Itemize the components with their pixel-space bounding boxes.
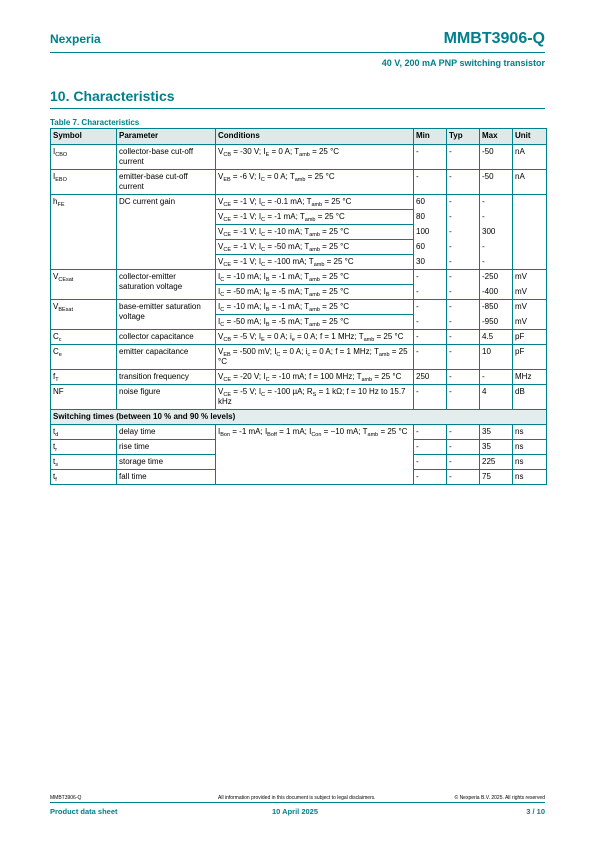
conditions-cell: $V_{CE} = -20$ V; $I_C = -10$ mA; f = 100 MHz; $T_{amb} = 25$ °C xyxy=(216,370,414,385)
table-row xyxy=(51,385,547,410)
table-row xyxy=(51,145,547,170)
parameter-cell: storage time xyxy=(117,455,216,470)
symbol-cell: $I_{CBO}$ xyxy=(51,145,117,170)
unit-cell xyxy=(513,255,547,270)
table-header-row xyxy=(51,129,547,145)
part-number: MMBT3906-Q xyxy=(443,30,545,47)
unit-cell: MHz xyxy=(513,370,547,385)
typ-cell: - xyxy=(447,440,480,455)
conditions-cell: $I_{Bon} = -1$ mA; $I_{Boff} = 1$ mA; $I_{Con} = -10$ mA; $T_{amb} = 25$ °C xyxy=(216,425,414,485)
parameter-cell: DC current gain xyxy=(117,195,216,270)
max-cell: -850 xyxy=(480,300,513,315)
symbol-cell: $C_c$ xyxy=(51,330,117,345)
unit-cell xyxy=(513,240,547,255)
max-cell: -50 xyxy=(480,145,513,170)
max-cell: - xyxy=(480,195,513,210)
table-row xyxy=(51,300,547,315)
typ-cell: - xyxy=(447,300,480,315)
max-cell: -250 xyxy=(480,270,513,285)
max-cell: 4 xyxy=(480,385,513,410)
footer-page-number: 3 / 10 xyxy=(526,807,545,816)
unit-cell: mV xyxy=(513,285,547,300)
min-cell: - xyxy=(414,385,447,410)
conditions-cell: $V_{CB} = -5$ V; $I_E = 0$ A; $i_e = 0$ A; f = 1 MHz; $T_{amb} = 25$ °C xyxy=(216,330,414,345)
max-cell: 75 xyxy=(480,470,513,485)
footer-date: 10 April 2025 xyxy=(272,807,318,816)
parameter-cell: rise time xyxy=(117,440,216,455)
column-header: Typ xyxy=(447,129,480,145)
symbol-cell: $V_{CEsat}$ xyxy=(51,270,117,300)
typ-cell: - xyxy=(447,455,480,470)
min-cell: - xyxy=(414,455,447,470)
column-header: Unit xyxy=(513,129,547,145)
conditions-cell: $V_{CE} = -1$ V; $I_C = -10$ mA; $T_{amb} = 25$ °C xyxy=(216,225,414,240)
max-cell: 35 xyxy=(480,425,513,440)
symbol-cell: $f_T$ xyxy=(51,370,117,385)
column-header: Parameter xyxy=(117,129,216,145)
min-cell: 80 xyxy=(414,210,447,225)
typ-cell: - xyxy=(447,145,480,170)
characteristics-table xyxy=(50,128,547,485)
max-cell: 225 xyxy=(480,455,513,470)
conditions-cell: $V_{CE} = -1$ V; $I_C = -1$ mA; $T_{amb} = 25$ °C xyxy=(216,210,414,225)
min-cell: 100 xyxy=(414,225,447,240)
column-header: Max xyxy=(480,129,513,145)
table-row xyxy=(51,425,547,440)
unit-cell: ns xyxy=(513,455,547,470)
min-cell: - xyxy=(414,425,447,440)
typ-cell: - xyxy=(447,385,480,410)
max-cell: - xyxy=(480,370,513,385)
symbol-cell: $V_{BEsat}$ xyxy=(51,300,117,330)
min-cell: - xyxy=(414,145,447,170)
min-cell: - xyxy=(414,170,447,195)
parameter-cell: emitter capacitance xyxy=(117,345,216,370)
unit-cell: mV xyxy=(513,270,547,285)
footer-doc-type: Product data sheet xyxy=(50,807,118,816)
footer-doc-id: MMBT3906-Q xyxy=(50,795,82,801)
unit-cell: mV xyxy=(513,300,547,315)
table-row xyxy=(51,270,547,285)
conditions-cell: $V_{CE} = -1$ V; $I_C = -50$ mA; $T_{amb} = 25$ °C xyxy=(216,240,414,255)
unit-cell: dB xyxy=(513,385,547,410)
typ-cell: - xyxy=(447,285,480,300)
column-header: Min xyxy=(414,129,447,145)
max-cell: -950 xyxy=(480,315,513,330)
footer-disclaimer: All information provided in this document is subject to legal disclaimers. xyxy=(218,795,376,801)
unit-cell: nA xyxy=(513,145,547,170)
typ-cell: - xyxy=(447,195,480,210)
symbol-cell: $t_d$ xyxy=(51,425,117,440)
parameter-cell: base-emitter saturation voltage xyxy=(117,300,216,330)
conditions-cell: $V_{CE} = -1$ V; $I_C = -0.1$ mA; $T_{amb} = 25$ °C xyxy=(216,195,414,210)
unit-cell: nA xyxy=(513,170,547,195)
min-cell: - xyxy=(414,270,447,285)
min-cell: 250 xyxy=(414,370,447,385)
typ-cell: - xyxy=(447,170,480,195)
max-cell: - xyxy=(480,255,513,270)
min-cell: 60 xyxy=(414,195,447,210)
typ-cell: - xyxy=(447,370,480,385)
unit-cell: ns xyxy=(513,470,547,485)
symbol-cell: $h_{FE}$ xyxy=(51,195,117,270)
max-cell: - xyxy=(480,210,513,225)
table-row xyxy=(51,195,547,210)
min-cell: 30 xyxy=(414,255,447,270)
max-cell: -50 xyxy=(480,170,513,195)
table-body xyxy=(51,145,547,485)
unit-cell xyxy=(513,225,547,240)
max-cell: - xyxy=(480,240,513,255)
table-group-row xyxy=(51,410,547,425)
min-cell: - xyxy=(414,345,447,370)
typ-cell: - xyxy=(447,270,480,285)
max-cell: 300 xyxy=(480,225,513,240)
min-cell: - xyxy=(414,285,447,300)
min-cell: - xyxy=(414,440,447,455)
table-caption: Table 7. Characteristics xyxy=(50,118,140,127)
table-row xyxy=(51,370,547,385)
symbol-cell: $C_e$ xyxy=(51,345,117,370)
parameter-cell: collector-base cut-off current xyxy=(117,145,216,170)
typ-cell: - xyxy=(447,425,480,440)
table-row xyxy=(51,170,547,195)
conditions-cell: $I_C = -50$ mA; $I_B = -5$ mA; $T_{amb} = 25$ °C xyxy=(216,285,414,300)
parameter-cell: noise figure xyxy=(117,385,216,410)
parameter-cell: fall time xyxy=(117,470,216,485)
column-header: Symbol xyxy=(51,129,117,145)
conditions-cell: $V_{EB} = -500$ mV; $I_C = 0$ A; $i_c = 0$ A; f = 1 MHz; $T_{amb} = 25$ °C xyxy=(216,345,414,370)
typ-cell: - xyxy=(447,330,480,345)
footer-divider xyxy=(50,802,545,803)
unit-cell: pF xyxy=(513,345,547,370)
parameter-cell: collector-emitter saturation voltage xyxy=(117,270,216,300)
symbol-cell: $t_s$ xyxy=(51,455,117,470)
typ-cell: - xyxy=(447,470,480,485)
unit-cell: mV xyxy=(513,315,547,330)
typ-cell: - xyxy=(447,315,480,330)
document-subtitle: 40 V, 200 mA PNP switching transistor xyxy=(381,58,545,68)
typ-cell: - xyxy=(447,345,480,370)
max-cell: 35 xyxy=(480,440,513,455)
min-cell: - xyxy=(414,300,447,315)
typ-cell: - xyxy=(447,210,480,225)
conditions-cell: $V_{CE} = -1$ V; $I_C = -100$ mA; $T_{amb} = 25$ °C xyxy=(216,255,414,270)
typ-cell: - xyxy=(447,255,480,270)
typ-cell: - xyxy=(447,240,480,255)
section-divider xyxy=(50,108,545,109)
group-title: Switching times (between 10 % and 90 % levels) xyxy=(51,410,547,425)
conditions-cell: $I_C = -50$ mA; $I_B = -5$ mA; $T_{amb} = 25$ °C xyxy=(216,315,414,330)
max-cell: 4.5 xyxy=(480,330,513,345)
min-cell: 60 xyxy=(414,240,447,255)
parameter-cell: transition frequency xyxy=(117,370,216,385)
conditions-cell: $I_C = -10$ mA; $I_B = -1$ mA; $T_{amb} = 25$ °C xyxy=(216,300,414,315)
unit-cell: ns xyxy=(513,440,547,455)
symbol-cell: $I_{EBO}$ xyxy=(51,170,117,195)
max-cell: 10 xyxy=(480,345,513,370)
unit-cell: ns xyxy=(513,425,547,440)
unit-cell xyxy=(513,210,547,225)
conditions-cell: $V_{CE} = -5$ V; $I_C = -100$ µA; $R_S = 1$ kΩ; f = 10 Hz to 15.7 kHz xyxy=(216,385,414,410)
conditions-cell: $I_C = -10$ mA; $I_B = -1$ mA; $T_{amb} = 25$ °C xyxy=(216,270,414,285)
max-cell: -400 xyxy=(480,285,513,300)
typ-cell: - xyxy=(447,225,480,240)
unit-cell xyxy=(513,195,547,210)
conditions-cell: $V_{CB} = -30$ V; $I_E = 0$ A; $T_{amb} = 25$ °C xyxy=(216,145,414,170)
conditions-cell: $V_{EB} = -6$ V; $I_C = 0$ A; $T_{amb} = 25$ °C xyxy=(216,170,414,195)
footer-copyright: © Nexperia B.V. 2025. All rights reserved xyxy=(454,795,545,801)
parameter-cell: delay time xyxy=(117,425,216,440)
table-row xyxy=(51,345,547,370)
symbol-cell: $t_r$ xyxy=(51,440,117,455)
min-cell: - xyxy=(414,315,447,330)
parameter-cell: emitter-base cut-off current xyxy=(117,170,216,195)
min-cell: - xyxy=(414,470,447,485)
header-divider xyxy=(50,52,545,53)
parameter-cell: collector capacitance xyxy=(117,330,216,345)
min-cell: - xyxy=(414,330,447,345)
symbol-cell: NF xyxy=(51,385,117,410)
unit-cell: pF xyxy=(513,330,547,345)
section-title: 10. Characteristics xyxy=(50,88,175,104)
table-row xyxy=(51,330,547,345)
column-header: Conditions xyxy=(216,129,414,145)
symbol-cell: $t_f$ xyxy=(51,470,117,485)
brand-name: Nexperia xyxy=(50,32,101,46)
